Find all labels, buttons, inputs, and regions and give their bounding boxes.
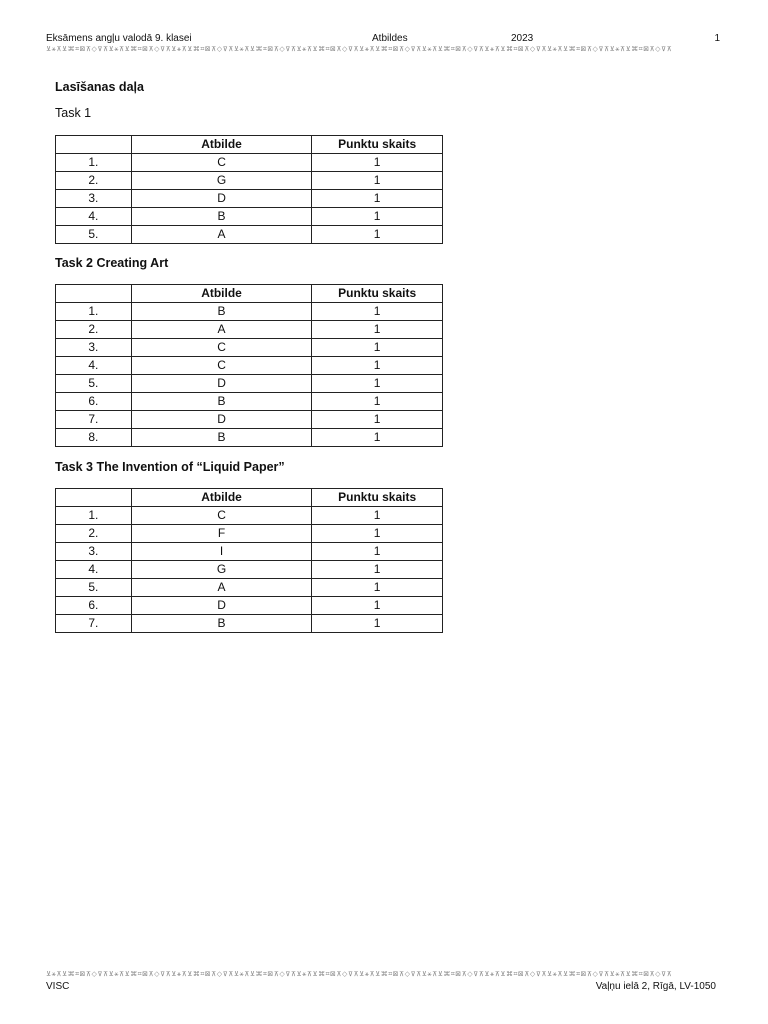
row-answer: B (131, 303, 312, 321)
row-number: 1. (56, 303, 132, 321)
row-answer: B (131, 208, 312, 226)
row-number: 5. (56, 375, 132, 393)
table-row (56, 579, 443, 597)
row-number: 8. (56, 429, 132, 447)
row-number: 6. (56, 597, 132, 615)
row-points: 1 (312, 172, 443, 190)
row-number: 3. (56, 543, 132, 561)
header-page-number: 1 (714, 33, 720, 44)
row-number: 3. (56, 190, 132, 208)
row-answer: A (131, 579, 312, 597)
row-points: 1 (312, 154, 443, 172)
column-header-number (56, 136, 132, 154)
table-row (56, 190, 443, 208)
page-header (46, 32, 720, 46)
row-points: 1 (312, 543, 443, 561)
table-row (56, 154, 443, 172)
row-answer: C (131, 339, 312, 357)
row-points: 1 (312, 507, 443, 525)
header-title: Eksāmens angļu valodā 9. klasei (46, 33, 192, 44)
table-row (56, 357, 443, 375)
table-row (56, 172, 443, 190)
section-title: Lasīšanas daļa (55, 80, 144, 94)
row-number: 2. (56, 525, 132, 543)
row-answer: D (131, 411, 312, 429)
row-answer: D (131, 597, 312, 615)
table-row (56, 303, 443, 321)
table-row (56, 507, 443, 525)
row-points: 1 (312, 190, 443, 208)
column-header-points: Punktu skaits (312, 136, 443, 154)
row-number: 4. (56, 357, 132, 375)
row-points: 1 (312, 393, 443, 411)
row-number: 2. (56, 321, 132, 339)
row-number: 1. (56, 507, 132, 525)
row-number: 4. (56, 208, 132, 226)
row-answer: A (131, 321, 312, 339)
task-2-answer-table (55, 284, 443, 447)
row-number: 5. (56, 226, 132, 244)
column-header-number (56, 489, 132, 507)
column-header-points: Punktu skaits (312, 285, 443, 303)
row-points: 1 (312, 357, 443, 375)
row-answer: F (131, 525, 312, 543)
table-row (56, 339, 443, 357)
header-year: 2023 (511, 33, 534, 44)
row-points: 1 (312, 561, 443, 579)
task-3-title: Task 3 The Invention of “Liquid Paper” (55, 460, 285, 474)
row-points: 1 (312, 429, 443, 447)
table-row (56, 226, 443, 244)
page-footer (46, 980, 716, 994)
row-answer: C (131, 507, 312, 525)
table-header-row (56, 136, 443, 154)
table-row (56, 597, 443, 615)
row-points: 1 (312, 525, 443, 543)
table-header-row (56, 285, 443, 303)
row-points: 1 (312, 615, 443, 633)
row-answer: B (131, 393, 312, 411)
row-number: 6. (56, 393, 132, 411)
row-points: 1 (312, 597, 443, 615)
footer-organization: VISC (46, 981, 70, 992)
task-3-answer-table (55, 488, 443, 633)
column-header-number (56, 285, 132, 303)
row-points: 1 (312, 303, 443, 321)
row-answer: G (131, 561, 312, 579)
row-number: 7. (56, 615, 132, 633)
row-number: 3. (56, 339, 132, 357)
table-row (56, 321, 443, 339)
table-row (56, 525, 443, 543)
table-row (56, 393, 443, 411)
row-answer: C (131, 154, 312, 172)
task-2-title: Task 2 Creating Art (55, 256, 169, 270)
task-1-answer-table (55, 135, 443, 244)
row-points: 1 (312, 208, 443, 226)
table-header-row (56, 489, 443, 507)
row-answer: B (131, 615, 312, 633)
row-points: 1 (312, 226, 443, 244)
table-row (56, 543, 443, 561)
row-points: 1 (312, 579, 443, 597)
table-row (56, 561, 443, 579)
row-answer: C (131, 357, 312, 375)
row-answer: B (131, 429, 312, 447)
table-row (56, 411, 443, 429)
header-section: Atbildes (372, 33, 408, 44)
row-number: 7. (56, 411, 132, 429)
row-answer: A (131, 226, 312, 244)
row-number: 4. (56, 561, 132, 579)
table-row (56, 375, 443, 393)
row-points: 1 (312, 375, 443, 393)
row-points: 1 (312, 411, 443, 429)
row-answer: D (131, 190, 312, 208)
footer-address: Vaļņu ielā 2, Rīgā, LV-1050 (595, 981, 716, 992)
table-row (56, 208, 443, 226)
column-header-points: Punktu skaits (312, 489, 443, 507)
table-row (56, 429, 443, 447)
row-number: 1. (56, 154, 132, 172)
row-number: 5. (56, 579, 132, 597)
row-points: 1 (312, 321, 443, 339)
column-header-answer: Atbilde (131, 489, 312, 507)
row-answer: G (131, 172, 312, 190)
column-header-answer: Atbilde (131, 136, 312, 154)
decorative-border-top: ⊻⚹⊼⊻⌘⌗⊠⊼◇⊽⊼⊻⚹⊼⊻⌘⌗⊠⊼◇⊽⊼⊻⚹⊼⊻⌘⌗⊠⊼◇⊽⊼⊻⚹⊼⊻⌘⌗⊠⊼◇⊽⊼⊻⚹⊼⊻⌘⌗⊠⊼◇⊽⊼⊻⚹⊼⊻⌘⌗⊠⊼◇⊽⊼⊻⚹⊼⊻⌘⌗⊠⊼◇⊽⊼⊻⚹⊼⊻⌘⌗⊠⊼◇⊽⊼⊻⚹⊼⊻⌘⌗⊠⊼◇⊽⊼⊻⚹⊼⊻⌘⌗⊠⊼◇⊽⊼ (46, 46, 673, 53)
row-number: 2. (56, 172, 132, 190)
column-header-answer: Atbilde (131, 285, 312, 303)
row-answer: D (131, 375, 312, 393)
table-row (56, 615, 443, 633)
row-answer: I (131, 543, 312, 561)
decorative-border-bottom: ⊻⚹⊼⊻⌘⌗⊠⊼◇⊽⊼⊻⚹⊼⊻⌘⌗⊠⊼◇⊽⊼⊻⚹⊼⊻⌘⌗⊠⊼◇⊽⊼⊻⚹⊼⊻⌘⌗⊠⊼◇⊽⊼⊻⚹⊼⊻⌘⌗⊠⊼◇⊽⊼⊻⚹⊼⊻⌘⌗⊠⊼◇⊽⊼⊻⚹⊼⊻⌘⌗⊠⊼◇⊽⊼⊻⚹⊼⊻⌘⌗⊠⊼◇⊽⊼⊻⚹⊼⊻⌘⌗⊠⊼◇⊽⊼⊻⚹⊼⊻⌘⌗⊠⊼◇⊽⊼ (46, 971, 673, 978)
task-1-title: Task 1 (55, 106, 92, 120)
row-points: 1 (312, 339, 443, 357)
